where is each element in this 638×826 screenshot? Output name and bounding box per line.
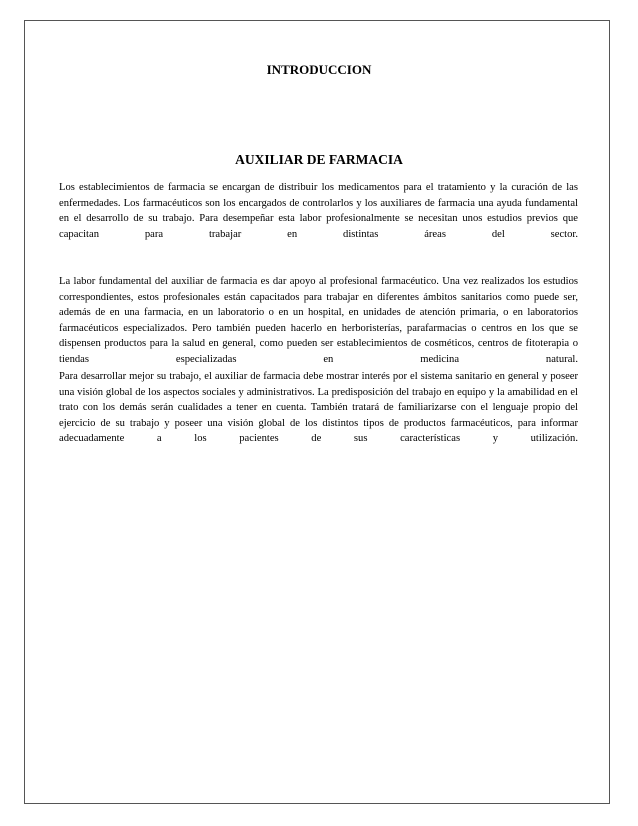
paragraph-2: La labor fundamental del auxiliar de farmacia es dar apoyo al profesional farmacéutico. Una vez realizados los estudios correspondientes, estos profesionales están capacitados para trabajar en diferentes ámbitos sanitarios como puede ser, además de en una farmacia, en un laboratorio o en un hospital, en unidades de atención primaria, o en laboratorios farmacéuticos especializados. Pero también pueden hacerlo en herboristerías, parafarmacias o centros en los que se dispensen productos para la salud en general, como pueden ser establecimientos de cosméticos, centros de fitoterapia o tiendas especializadas en medicina natural.	[59, 276, 578, 365]
paragraph-3: Para desarrollar mejor su trabajo, el auxiliar de farmacia debe mostrar interés por el sistema sanitario en general y poseer una visión global de los aspectos sociales y administrativos. La predisposición del trabajo en equipo y la amabilidad en el trato con los demás serán cualidades a tener en cuenta. También tratará de familiarizarse con el lenguaje propio del ejercicio de su trabajo y poseer una visión global de los distintos tipos de productos farmacéuticos, para informar adecuadamente a los pacientes de sus características y utilización.	[59, 371, 578, 444]
paragraph-1: Los establecimientos de farmacia se encargan de distribuir los medicamentos para el tratamiento y la curación de las enfermedades. Los farmacéuticos son los encargados de controlarlos y los auxiliares de farmacia una ayuda fundamental en el desarrollo de su trabajo. Para desempeñar esta labor profesionalmente se necesitan unos estudios previos que capacitan para trabajar en distintas áreas del sector.	[59, 182, 578, 240]
section-heading: AUXILIAR DE FARMACIA	[235, 152, 403, 167]
page-title: INTRODUCCION	[266, 62, 372, 77]
